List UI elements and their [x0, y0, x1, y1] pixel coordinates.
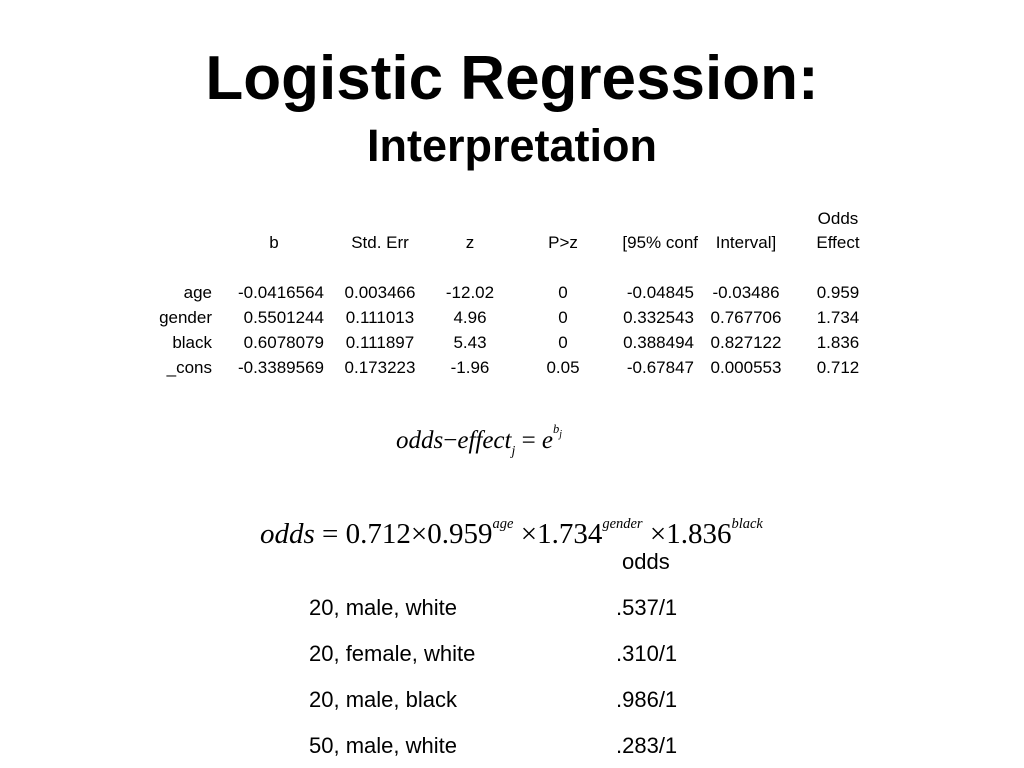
header-odds-line1: Odds: [817, 209, 859, 228]
formula-black-exponent: black: [731, 515, 763, 532]
formula-gender-exponent: gender: [602, 515, 643, 532]
formula-effect: effect: [457, 427, 512, 454]
cell-b: 0.6078079: [243, 333, 324, 352]
formula-gender-base: 1.734: [537, 518, 603, 550]
example-label: 20, female, white: [309, 641, 476, 666]
cell-ci-low: -0.04845: [626, 283, 694, 302]
cell-z: -1.96: [450, 358, 490, 377]
header-b: b: [269, 233, 279, 252]
slide-title: Logistic Regression:: [205, 44, 819, 113]
example-label: 20, male, white: [309, 595, 457, 620]
cell-ci-low: 0.332543: [623, 308, 694, 327]
cell-z: 4.96: [453, 308, 487, 327]
cell-p: 0: [558, 333, 568, 352]
formula-age-base: 0.959: [427, 518, 493, 550]
cell-se: 0.111013: [345, 308, 415, 327]
formula-constant: 0.712: [345, 518, 411, 550]
cell-odds-effect: 0.959: [816, 283, 860, 302]
formula-odds: odds: [396, 427, 444, 454]
odds-column-header: odds: [622, 549, 670, 574]
odds-prediction-formula: [260, 515, 763, 550]
formula-black-base: 1.836: [666, 518, 732, 550]
example-label: 20, male, black: [309, 687, 457, 712]
formula-times: ×: [520, 518, 538, 550]
header-z: z: [465, 233, 475, 252]
cell-p: 0.05: [546, 358, 580, 377]
formula-odds: odds: [260, 518, 315, 550]
header-std-err: Std. Err: [351, 233, 409, 252]
cell-ci-high: 0.000553: [710, 358, 782, 377]
formula-times: ×: [410, 518, 428, 550]
formula-e: e: [541, 427, 554, 454]
example-odds: .986/1: [616, 687, 678, 712]
cell-odds-effect: 0.712: [816, 358, 860, 377]
cell-b: -0.0416564: [237, 283, 324, 302]
cell-z: 5.43: [453, 333, 487, 352]
formula-equals: =: [515, 427, 542, 454]
row-var-label: _cons: [166, 358, 212, 377]
slide-subtitle: Interpretation: [366, 120, 658, 171]
row-var-label: black: [172, 333, 212, 352]
cell-b: -0.3389569: [237, 358, 324, 377]
formula-exponent-b: b: [553, 422, 560, 436]
row-var-label: gender: [159, 308, 212, 327]
header-ci-high: Interval]: [715, 233, 777, 252]
cell-ci-low: 0.388494: [623, 333, 694, 352]
cell-odds-effect: 1.836: [816, 333, 860, 352]
example-odds: .283/1: [616, 733, 678, 758]
header-p: P>z: [548, 233, 578, 252]
cell-ci-high: 0.827122: [710, 333, 782, 352]
odds-effect-formula: [396, 422, 563, 458]
cell-z: -12.02: [445, 283, 495, 302]
cell-p: 0: [558, 308, 568, 327]
cell-ci-high: 0.767706: [710, 308, 782, 327]
cell-odds-effect: 1.734: [816, 308, 860, 327]
formula-times: ×: [649, 518, 667, 550]
cell-se: 0.111897: [345, 333, 415, 352]
cell-ci-low: -0.67847: [626, 358, 694, 377]
example-odds: .310/1: [616, 641, 678, 666]
formula-exponent-j: j: [559, 428, 563, 440]
cell-se: 0.003466: [344, 283, 416, 302]
header-ci-low: [95% conf: [622, 233, 698, 252]
cell-se: 0.173223: [344, 358, 416, 377]
cell-ci-high: -0.03486: [712, 283, 780, 302]
example-odds: .537/1: [616, 595, 678, 620]
cell-b: 0.5501244: [243, 308, 324, 327]
header-odds-line2: Effect: [816, 233, 860, 252]
formula-minus: −: [443, 427, 458, 454]
formula-equals: =: [314, 518, 346, 550]
formula-exponent: [553, 422, 563, 440]
formula-subscript-j: j: [511, 442, 516, 458]
row-var-label: age: [183, 283, 212, 302]
formula-age-exponent: age: [492, 515, 514, 532]
example-label: 50, male, white: [309, 733, 457, 758]
cell-p: 0: [558, 283, 568, 302]
